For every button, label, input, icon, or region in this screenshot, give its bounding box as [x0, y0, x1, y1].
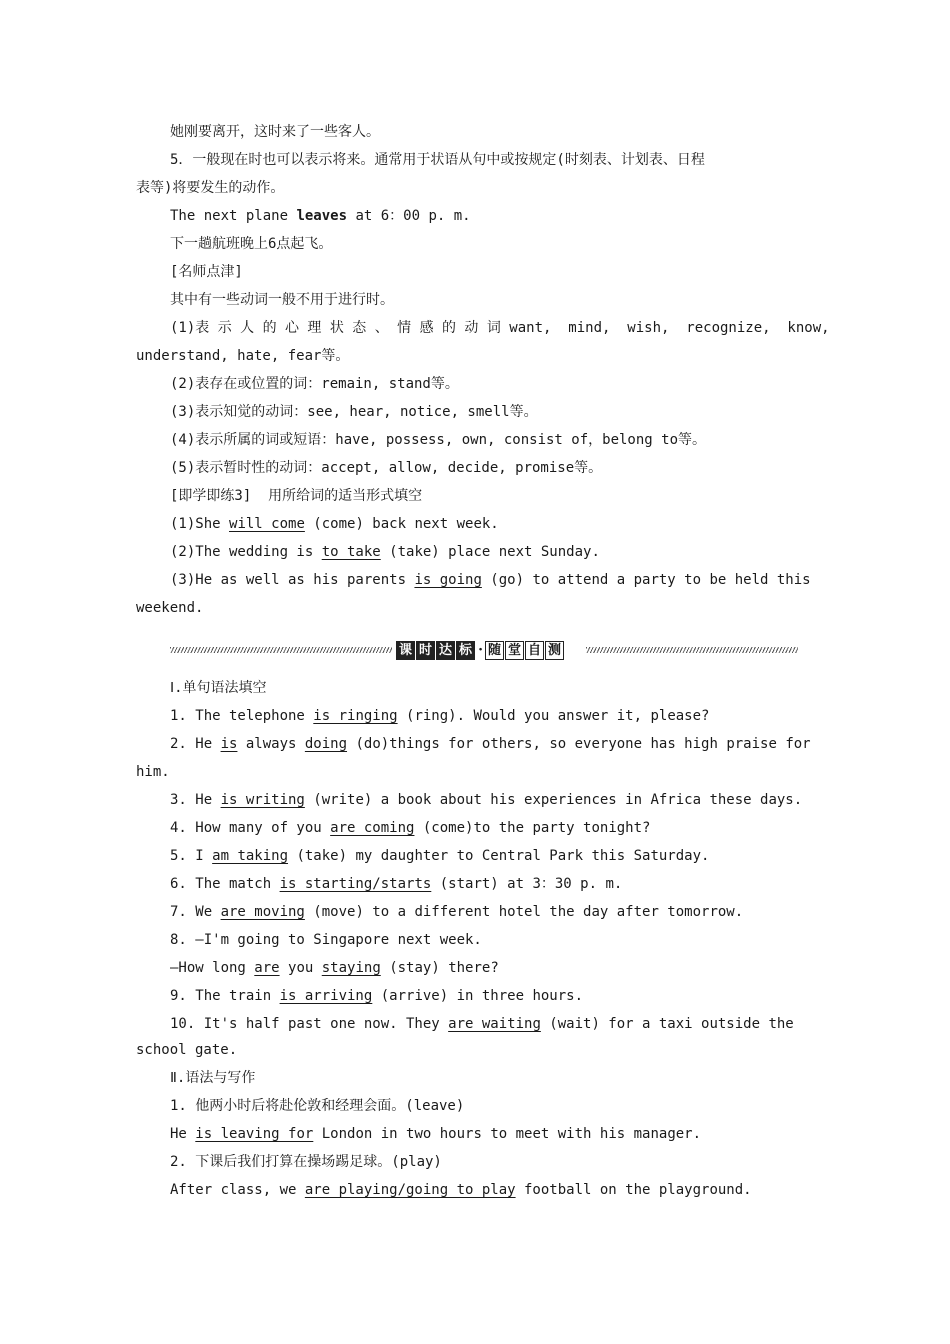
- text-segment: at 6：00 p. m.: [347, 208, 471, 224]
- answer-blank: are waiting: [448, 1016, 541, 1032]
- text-segment: 4. How many of you: [170, 820, 331, 836]
- text-segment: you: [279, 960, 322, 976]
- text-segment: 3. He: [170, 792, 221, 808]
- text-segment: (go) to attend a party to be held this: [481, 572, 811, 588]
- text-segment: After class, we: [170, 1182, 305, 1198]
- section-title: Ⅱ.语法与写作: [170, 1070, 256, 1086]
- text-segment: 10. It's half past one now. They: [170, 1016, 449, 1032]
- text-segment: The next plane: [170, 208, 297, 224]
- text-segment: (take) my daughter to Central Park this Saturday.: [288, 848, 710, 864]
- text-line: 5．一般现在时也可以表示将来。通常用于状语从句中或按规定(时刻表、计划表、日程: [170, 152, 705, 168]
- answer-blank: to take: [321, 544, 381, 560]
- text-line: school gate.: [136, 1042, 238, 1058]
- text-line: 表等)将要发生的动作。: [136, 180, 285, 196]
- text-segment: (2)The wedding is: [170, 544, 322, 560]
- answer-blank: are playing/going to play: [304, 1182, 516, 1198]
- answer-blank: are moving: [220, 904, 305, 920]
- banner-char: 随: [485, 641, 504, 660]
- text-line: 其中有一些动词一般不用于进行时。: [170, 292, 394, 308]
- text-line: him.: [136, 764, 170, 780]
- banner-char: 课: [396, 641, 415, 660]
- answer-blank: am taking: [212, 848, 289, 864]
- exercise-item: [170, 818, 650, 838]
- exercise-item: [170, 874, 622, 894]
- banner-dot: ·: [478, 642, 483, 658]
- text-line: 下一趟航班晚上6点起飞。: [170, 236, 333, 252]
- text-segment: 1. 他两小时后将赴伦敦和经理会面。(leave): [170, 1098, 465, 1114]
- banner-char: 测: [545, 641, 564, 660]
- banner-char: 标: [456, 641, 475, 660]
- text-line: (4)表示所属的词或短语：have, possess, own, consist of，belong to等。: [170, 432, 707, 448]
- text-segment: 8. —I'm going to Singapore next week.: [170, 932, 482, 948]
- text-line: 她刚要离开，这时来了一些客人。: [170, 124, 380, 140]
- exercise-item: [170, 790, 802, 810]
- hatch-decoration: [170, 647, 392, 653]
- hatch-decoration: [586, 647, 798, 653]
- text-segment: (3)He as well as his parents: [170, 572, 415, 588]
- exercise-item: [170, 706, 709, 726]
- text-segment: 1. The telephone: [170, 708, 314, 724]
- text-segment: 7. We: [170, 904, 221, 920]
- answer-blank: is writing: [220, 792, 305, 808]
- answer-blank: is starting/starts: [279, 876, 432, 892]
- exercise-item: [170, 734, 811, 754]
- text-line: (3)表示知觉的动词：see, hear, notice, smell等。: [170, 404, 538, 420]
- text-segment: (move) to a different hotel the day after tomorrow.: [304, 904, 744, 920]
- text-segment: (write) a book about his experiences in Africa these days.: [304, 792, 803, 808]
- exercise-item: [170, 902, 743, 922]
- example-sentence: [170, 206, 471, 226]
- answer-blank: will come: [229, 516, 305, 532]
- text-line: (2)表存在或位置的词：remain, stand等。: [170, 376, 459, 392]
- answer-blank: is going: [414, 572, 482, 588]
- exercise-item: [170, 1124, 701, 1144]
- text-segment: 2. 下课后我们打算在操场踢足球。(play): [170, 1154, 442, 1170]
- exercise-item: [170, 1152, 442, 1172]
- answer-blank: is ringing: [313, 708, 398, 724]
- text-segment: (stay) there?: [380, 960, 499, 976]
- bold-verb: leaves: [296, 208, 348, 224]
- text-segment: (ring). Would you answer it, please?: [397, 708, 710, 724]
- answer-blank: doing: [304, 736, 348, 752]
- text-line: understand, hate, fear等。: [136, 348, 350, 364]
- exercise-item: [170, 1096, 464, 1116]
- banner-char: 自: [525, 641, 544, 660]
- text-line: (5)表示暂时性的动词：accept, allow, decide, promise等。: [170, 460, 603, 476]
- text-segment: always: [237, 736, 305, 752]
- banner-char: 达: [436, 641, 455, 660]
- banner-char: 堂: [505, 641, 524, 660]
- exercise-item: [170, 930, 482, 950]
- section-title: Ⅰ.单句语法填空: [170, 680, 267, 696]
- text-segment: (1)She: [170, 516, 230, 532]
- text-segment: 6. The match: [170, 876, 280, 892]
- exercise-item: [170, 1180, 752, 1200]
- text-segment: —How long: [170, 960, 255, 976]
- text-segment: (do)things for others, so everyone has high praise for: [347, 736, 811, 752]
- text-line: (1)表 示 人 的 心 理 状 态 、 情 感 的 动 词 want, mind, wish, recognize, know,: [170, 320, 830, 336]
- exercise-item: [170, 1014, 794, 1034]
- text-segment: 2. He: [170, 736, 221, 752]
- text-segment: London in two hours to meet with his manager.: [313, 1126, 702, 1142]
- text-segment: (take) place next Sunday.: [380, 544, 600, 560]
- answer-blank: are coming: [330, 820, 415, 836]
- text-segment: (come) back next week.: [304, 516, 499, 532]
- section-divider: [170, 640, 798, 660]
- text-segment: (start) at 3：30 p. m.: [431, 876, 623, 892]
- banner: [396, 640, 565, 660]
- exercise-item: [170, 570, 811, 590]
- exercise-item: [170, 514, 499, 534]
- text-line: weekend.: [136, 600, 204, 616]
- exercise-item: [170, 958, 499, 978]
- exercise-item: [170, 542, 600, 562]
- text-segment: 9. The train: [170, 988, 280, 1004]
- text-segment: (come)to the party tonight?: [414, 820, 651, 836]
- answer-blank: staying: [321, 960, 381, 976]
- text-segment: 5. I: [170, 848, 213, 864]
- answer-blank: are: [254, 960, 280, 976]
- exercise-heading: [即学即练3] 用所给词的适当形式填空: [170, 488, 423, 504]
- answer-blank: is leaving for: [195, 1126, 314, 1142]
- text-segment: football on the playground.: [515, 1182, 752, 1198]
- exercise-item: [170, 986, 583, 1006]
- text-segment: He: [170, 1126, 196, 1142]
- answer-blank: is: [220, 736, 238, 752]
- banner-char: 时: [416, 641, 435, 660]
- text-segment: (wait) for a taxi outside the: [540, 1016, 794, 1032]
- section-heading: [名师点津]: [170, 264, 243, 280]
- answer-blank: is arriving: [279, 988, 373, 1004]
- text-segment: (arrive) in three hours.: [372, 988, 584, 1004]
- exercise-item: [170, 846, 709, 866]
